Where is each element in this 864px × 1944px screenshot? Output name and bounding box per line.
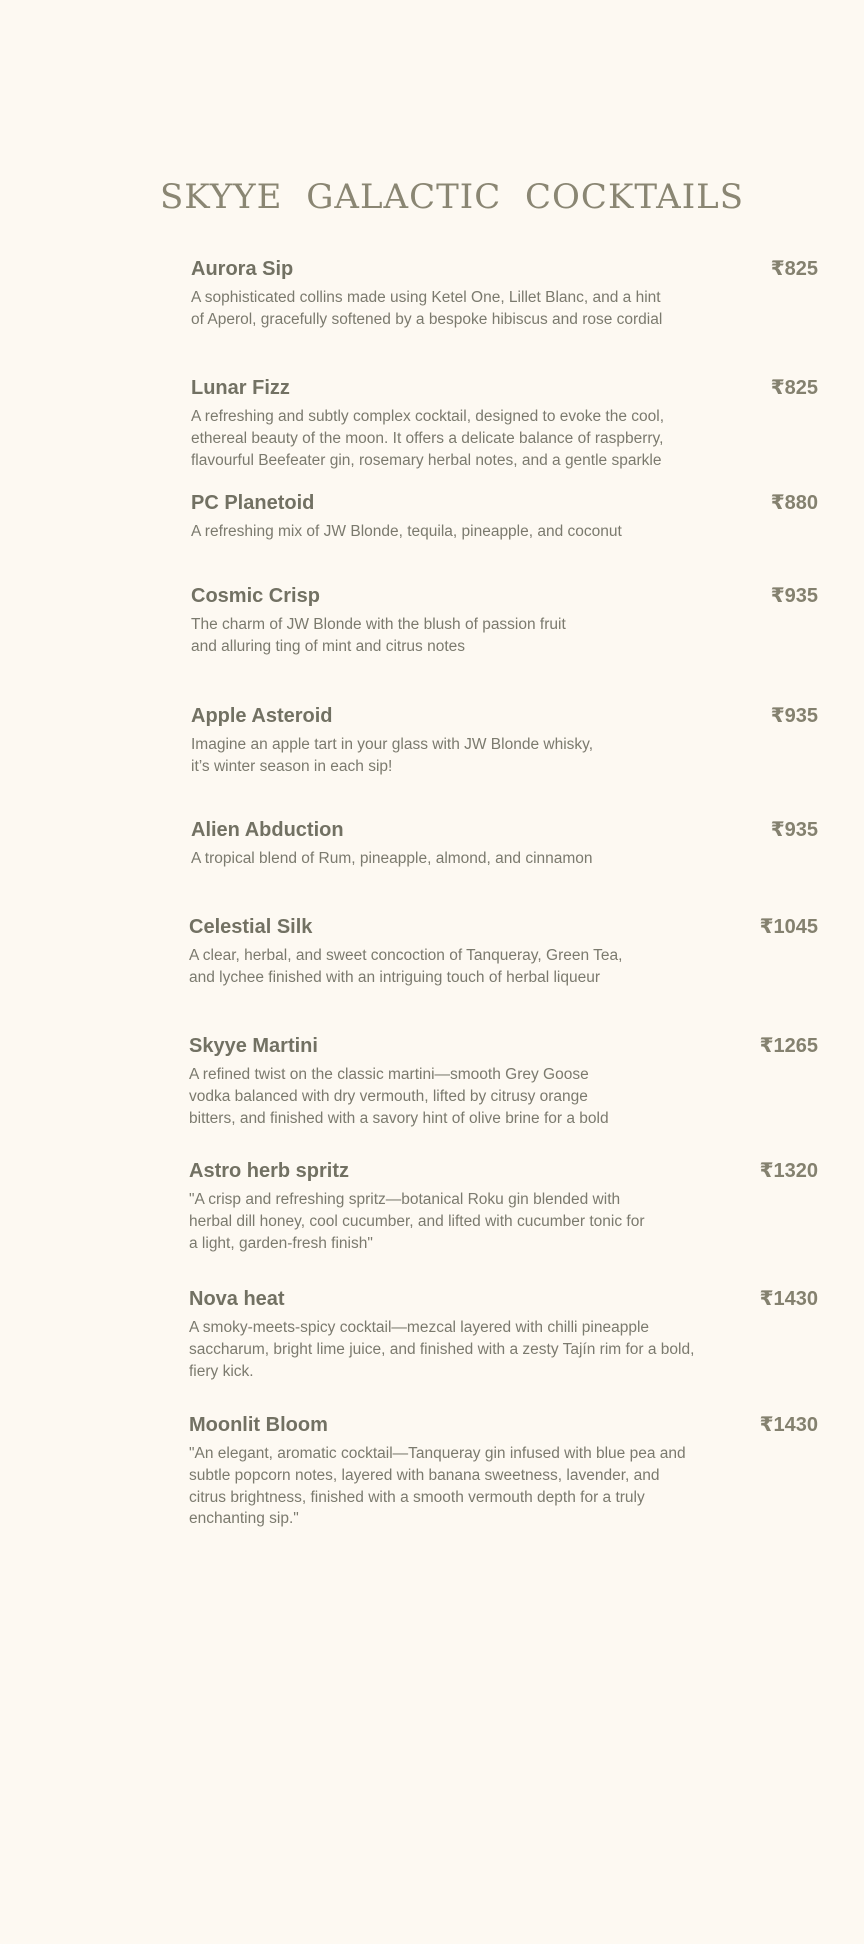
menu-title: SKYYE GALACTIC COCKTAILS: [159, 177, 745, 217]
item-price: ₹1430: [759, 1288, 818, 1310]
item-price: ₹1320: [759, 1160, 818, 1182]
item-price: ₹935: [770, 705, 818, 727]
item-name: Lunar Fizz: [191, 377, 290, 399]
item-description: "An elegant, aromatic cocktail—Tanqueray gin infused with blue pea and subtle popcorn notes, layered with banana sweetness, lavender, and citrus brightness, finished with a smooth vermouth depth for a truly enchanting sip.": [189, 1445, 686, 1528]
item-name: Celestial Silk: [189, 916, 313, 938]
item-price: ₹935: [770, 819, 818, 841]
item-name: Astro herb spritz: [189, 1160, 350, 1182]
item-price: ₹1045: [759, 916, 818, 938]
item-name: Moonlit Bloom: [189, 1414, 328, 1436]
item-description: The charm of JW Blonde with the blush of passion fruit and alluring ting of mint and citrus notes: [191, 616, 566, 655]
item-description: A refined twist on the classic martini—smooth Grey Goose vodka balanced with dry vermouth, lifted by citrusy orange bitters, and finished with a savory hint of olive brine for a bold: [189, 1066, 609, 1127]
item-description: "A crisp and refreshing spritz—botanical Roku gin blended with herbal dill honey, cool cucumber, and lifted with cucumber tonic for a light, garden-fresh finish": [189, 1191, 645, 1252]
item-description: A tropical blend of Rum, pineapple, almond, and cinnamon: [191, 850, 593, 867]
item-name: Aurora Sip: [191, 258, 294, 280]
item-description: A sophisticated collins made using Ketel One, Lillet Blanc, and a hint of Aperol, gracefully softened by a bespoke hibiscus and rose cordial: [191, 289, 663, 328]
item-price: ₹825: [770, 258, 818, 280]
item-name: Alien Abduction: [191, 819, 344, 841]
item-price: ₹1430: [759, 1414, 818, 1436]
item-price: ₹880: [770, 492, 818, 514]
item-price: ₹825: [770, 377, 818, 399]
item-price: ₹935: [770, 585, 818, 607]
item-description: Imagine an apple tart in your glass with JW Blonde whisky, it’s winter season in each sip!: [191, 736, 594, 775]
item-name: Cosmic Crisp: [191, 585, 320, 607]
item-name: PC Planetoid: [191, 492, 315, 514]
item-description: A smoky-meets-spicy cocktail—mezcal layered with chilli pineapple saccharum, bright lime juice, and finished with a zesty Tajín rim for a bold, fiery kick.: [189, 1319, 695, 1380]
item-name: Apple Asteroid: [191, 705, 333, 727]
item-name: Nova heat: [189, 1288, 285, 1310]
item-name: Skyye Martini: [189, 1035, 318, 1057]
item-description: A refreshing and subtly complex cocktail, designed to evoke the cool, ethereal beauty of the moon. It offers a delicate balance of raspberry, flavourful Beefeater gin, rosemary herbal notes, and a gentle sparkle: [191, 408, 665, 469]
item-description: A clear, herbal, and sweet concoction of Tanqueray, Green Tea, and lychee finished with an intriguing touch of herbal liqueur: [189, 947, 623, 986]
item-description: A refreshing mix of JW Blonde, tequila, pineapple, and coconut: [191, 523, 622, 540]
item-price: ₹1265: [759, 1035, 818, 1057]
